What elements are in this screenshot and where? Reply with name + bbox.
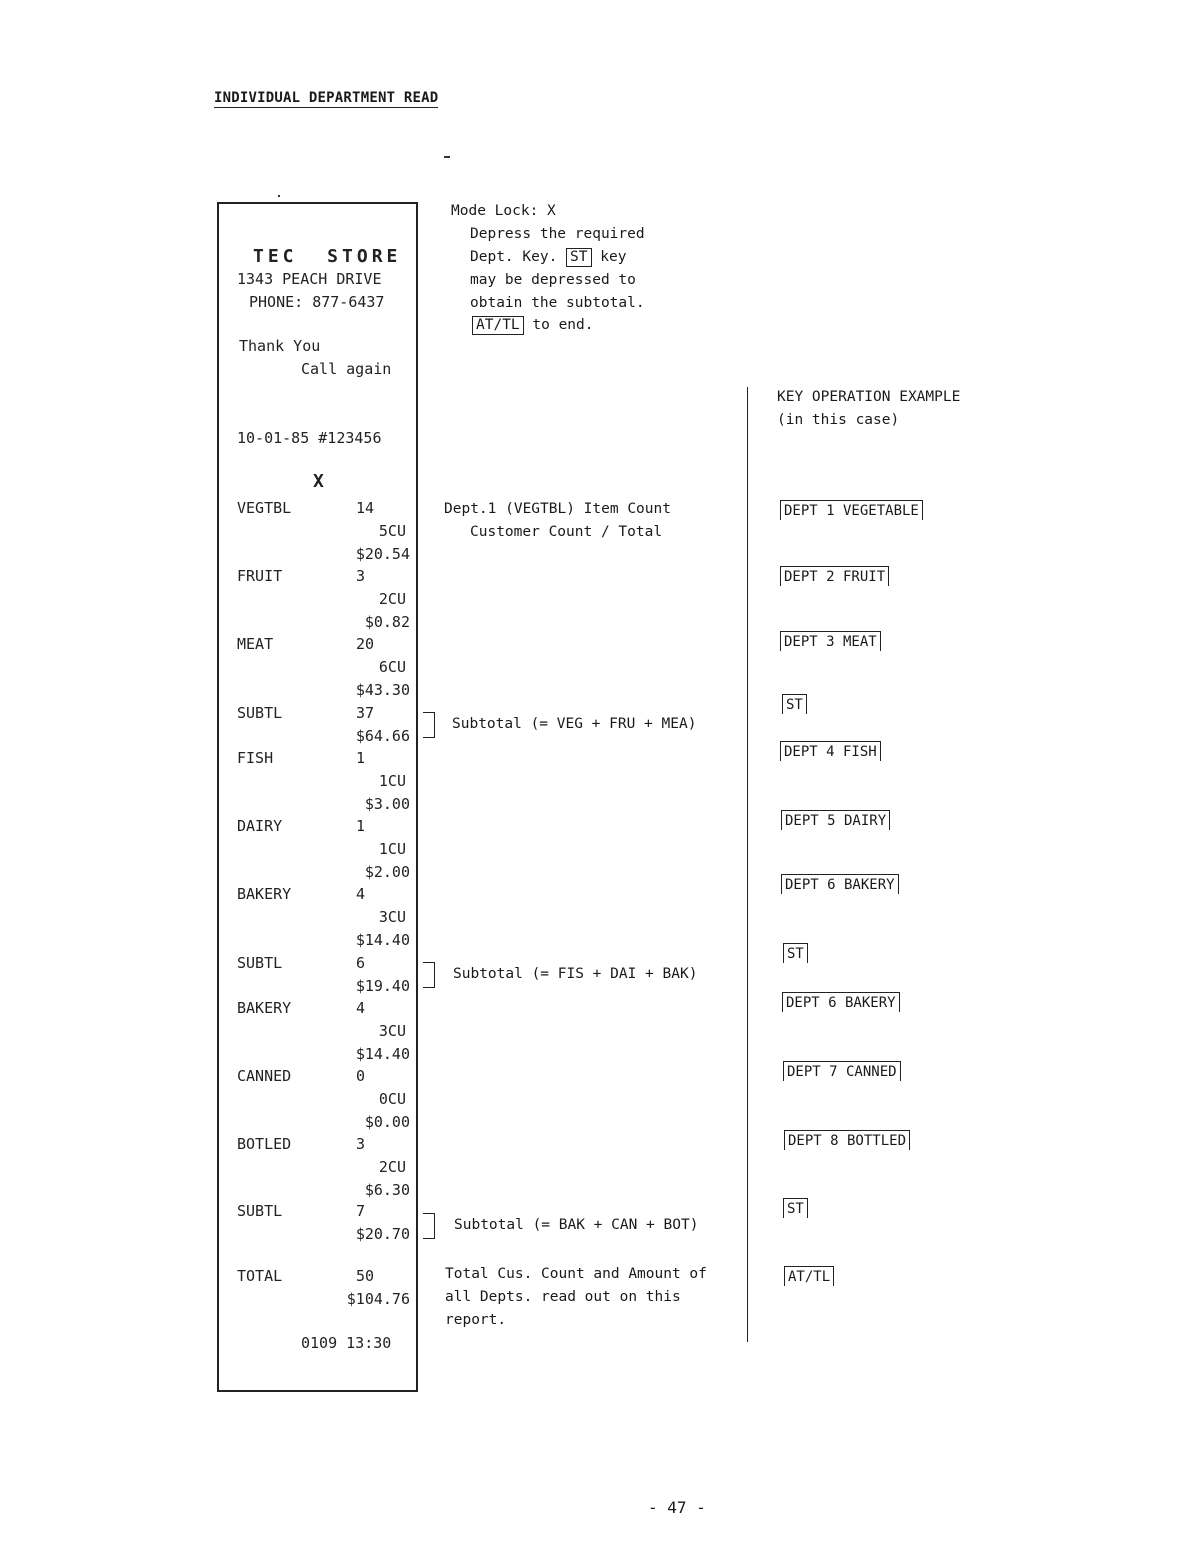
- instruction-text: key: [591, 249, 627, 265]
- receipt-row-label: BAKERY: [237, 885, 292, 903]
- receipt-row-count: 3: [356, 1135, 366, 1153]
- total-note-line-1: Total Cus. Count and Amount of: [445, 1266, 707, 1282]
- receipt-mode-mark: X: [313, 471, 324, 492]
- receipt-date-line: 10-01-85 #123456: [237, 429, 382, 447]
- receipt-row-amount: $20.54: [355, 545, 410, 563]
- receipt-row-label: FISH: [237, 749, 274, 767]
- receipt-row-label: MEAT: [237, 635, 274, 653]
- receipt-row-amount: $104.76: [346, 1290, 410, 1308]
- receipt-thanks: Thank You: [239, 337, 321, 355]
- receipt-row-amount: $0.00: [364, 1113, 410, 1131]
- receipt-row-amount: $0.82: [364, 613, 410, 631]
- receipt-row-count: 0: [356, 1067, 366, 1085]
- dept-8-bottled-key: DEPT 8 BOTTLED: [784, 1130, 910, 1150]
- receipt-row-label: FRUIT: [237, 567, 283, 585]
- dept-5-dairy-key: DEPT 5 DAIRY: [781, 810, 890, 830]
- dept1-note-line-1: Dept.1 (VEGTBL) Item Count: [444, 501, 671, 517]
- instruction-text: Dept. Key.: [470, 249, 567, 265]
- receipt-row-customer-count: 2CU: [378, 590, 406, 608]
- receipt-row-count: 4: [356, 885, 366, 903]
- receipt-footer: 0109 13:30: [301, 1334, 392, 1352]
- receipt-row-label: CANNED: [237, 1067, 292, 1085]
- mode-lock-text: Mode Lock: X: [451, 203, 556, 219]
- instruction-line-1: Depress the required: [470, 226, 645, 242]
- subtotal-note-1: Subtotal (= VEG + FRU + MEA): [452, 716, 697, 732]
- receipt-call-again: Call again: [301, 360, 392, 378]
- receipt-row-label: SUBTL: [237, 704, 283, 722]
- page-number: - 47 -: [648, 1498, 706, 1517]
- receipt-row-label: SUBTL: [237, 1202, 283, 1220]
- receipt-row-count: 3: [356, 567, 366, 585]
- dept-1-vegetable-key: DEPT 1 VEGETABLE: [780, 500, 923, 520]
- st-key: ST: [783, 1198, 808, 1218]
- scan-speck: [278, 195, 280, 197]
- at-tl-key: AT/TL: [784, 1266, 834, 1286]
- total-note-line-2: all Depts. read out on this: [445, 1289, 681, 1305]
- subtotal-bracket-icon: [423, 712, 435, 738]
- receipt-row-amount: $43.30: [355, 681, 410, 699]
- receipt-row-amount: $14.40: [355, 931, 410, 949]
- key-example-heading: KEY OPERATION EXAMPLE: [777, 389, 961, 405]
- instruction-line-4: obtain the subtotal.: [470, 295, 645, 311]
- receipt-phone: PHONE: 877-6437: [249, 293, 385, 311]
- st-key: ST: [782, 694, 807, 714]
- receipt-row-amount: $19.40: [355, 977, 410, 995]
- receipt-row-customer-count: 1CU: [378, 840, 406, 858]
- receipt-row-amount: $20.70: [355, 1225, 410, 1243]
- dept-6-bakery-key: DEPT 6 BAKERY: [782, 992, 900, 1012]
- receipt-row-count: 4: [356, 999, 366, 1017]
- receipt-row-label: BOTLED: [237, 1135, 292, 1153]
- dept-7-canned-key: DEPT 7 CANNED: [783, 1061, 901, 1081]
- receipt-row-amount: $3.00: [364, 795, 410, 813]
- dept-3-meat-key: DEPT 3 MEAT: [780, 631, 881, 651]
- subtotal-note-2: Subtotal (= FIS + DAI + BAK): [453, 966, 698, 982]
- column-divider: [747, 387, 748, 1342]
- page-title: INDIVIDUAL DEPARTMENT READ: [214, 90, 439, 106]
- st-key: ST: [783, 943, 808, 963]
- receipt-row-count: 50: [356, 1267, 375, 1285]
- dept-2-fruit-key: DEPT 2 FRUIT: [780, 566, 889, 586]
- instruction-line-3: may be depressed to: [470, 272, 636, 288]
- instruction-line-5: [472, 314, 594, 337]
- receipt-row-count: 7: [356, 1202, 366, 1220]
- dept-6-bakery-key: DEPT 6 BAKERY: [781, 874, 899, 894]
- instruction-line-2: [470, 246, 626, 269]
- receipt-row-label: SUBTL: [237, 954, 283, 972]
- receipt-row-count: 1: [356, 749, 366, 767]
- receipt-row-count: 1: [356, 817, 366, 835]
- receipt-row-amount: $64.66: [355, 727, 410, 745]
- receipt-tape: [217, 202, 418, 1392]
- receipt-row-amount: $6.30: [364, 1181, 410, 1199]
- receipt-row-customer-count: 5CU: [378, 522, 406, 540]
- subtotal-note-3: Subtotal (= BAK + CAN + BOT): [454, 1217, 699, 1233]
- st-key-icon: ST: [566, 248, 591, 267]
- receipt-row-label: DAIRY: [237, 817, 283, 835]
- receipt-row-count: 20: [356, 635, 375, 653]
- instruction-text: to end.: [523, 317, 594, 333]
- receipt-row-label: BAKERY: [237, 999, 292, 1017]
- subtotal-bracket-icon: [423, 1213, 435, 1239]
- receipt-row-customer-count: 1CU: [378, 772, 406, 790]
- receipt-row-customer-count: 6CU: [378, 658, 406, 676]
- receipt-row-amount: $14.40: [355, 1045, 410, 1063]
- receipt-row-count: 14: [356, 499, 375, 517]
- receipt-row-customer-count: 0CU: [378, 1090, 406, 1108]
- receipt-row-label: VEGTBL: [237, 499, 292, 517]
- total-note-line-3: report.: [445, 1312, 507, 1328]
- receipt-row-count: 6: [356, 954, 366, 972]
- receipt-address: 1343 PEACH DRIVE: [237, 270, 382, 288]
- at-tl-key-icon: AT/TL: [472, 316, 524, 335]
- key-example-subheading: (in this case): [777, 412, 900, 428]
- receipt-row-amount: $2.00: [364, 863, 410, 881]
- receipt-row-customer-count: 3CU: [378, 1022, 406, 1040]
- receipt-row-customer-count: 3CU: [378, 908, 406, 926]
- receipt-store-name: TEC STORE: [253, 246, 402, 267]
- dept1-note-line-2: Customer Count / Total: [470, 524, 663, 540]
- dept-4-fish-key: DEPT 4 FISH: [780, 741, 881, 761]
- receipt-row-count: 37: [356, 704, 375, 722]
- receipt-row-customer-count: 2CU: [378, 1158, 406, 1176]
- receipt-row-label: TOTAL: [237, 1267, 283, 1285]
- subtotal-bracket-icon: [423, 962, 435, 988]
- scan-speck: [444, 156, 450, 158]
